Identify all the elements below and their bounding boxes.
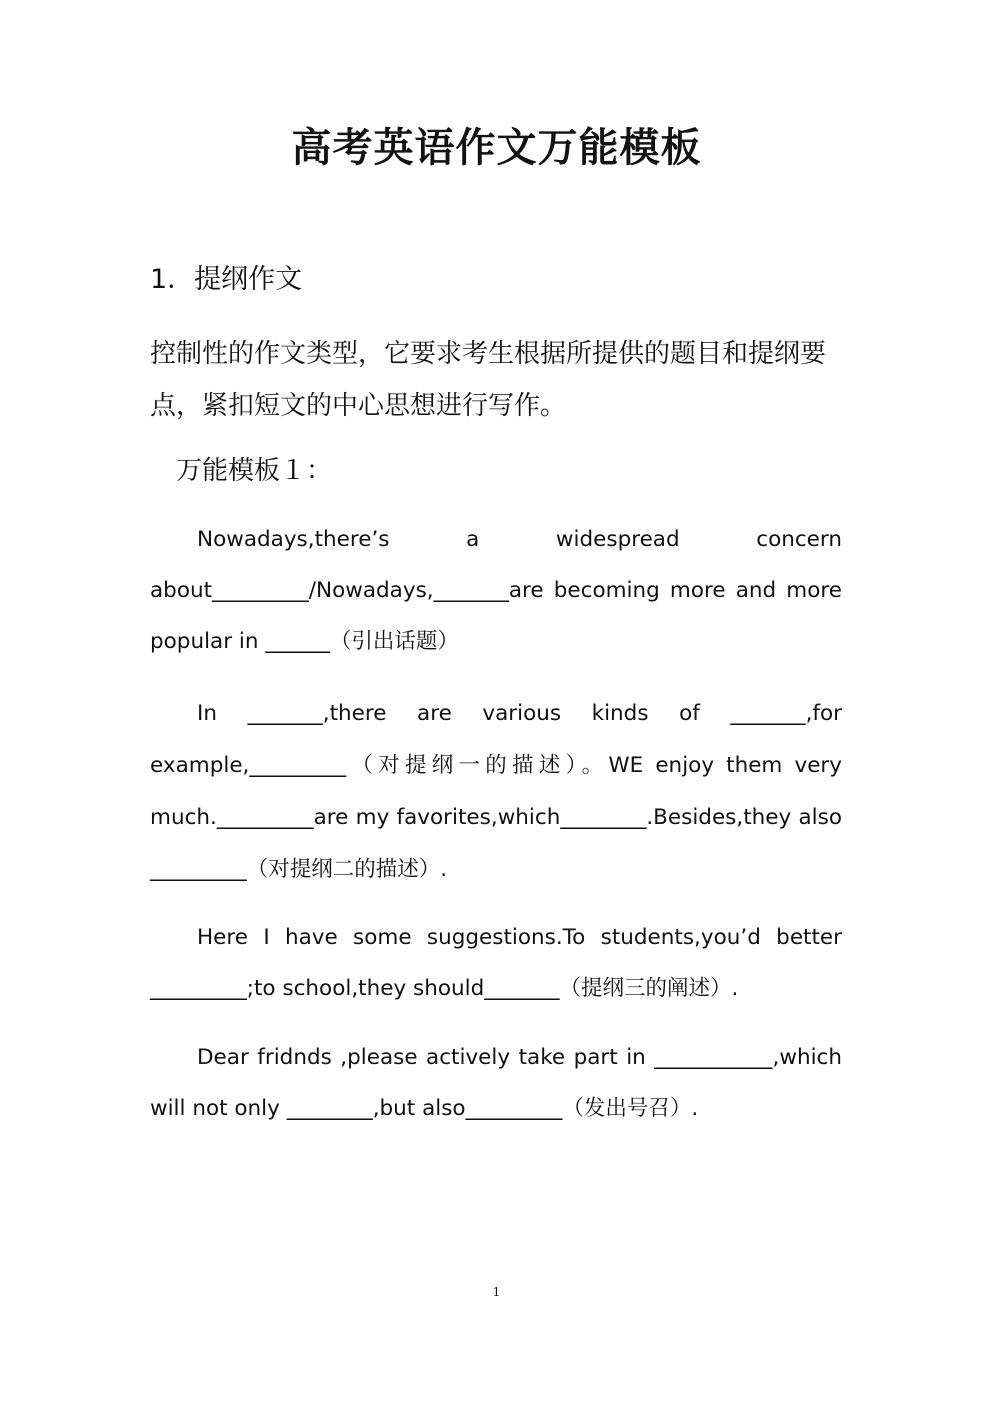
- document-title: 高考英语作文万能模板: [291, 125, 702, 171]
- page-number: 1: [492, 1285, 501, 1299]
- template-paragraph-body: In _______,there are various kinds of _______,for example,_________（对提纲一的描述）。WE enjoy them very much._________are my favorites,which________.Besides,they also _________（对提纲二的描述）.: [150, 701, 842, 882]
- template-paragraph-intro: Nowadays,there’s a widespread concern about_________/Nowadays,_______are becoming more and more popular in ______（引出话题）: [150, 527, 842, 654]
- section-heading: 1．提纲作文: [150, 264, 303, 295]
- template-heading: 万能模板１：: [176, 456, 333, 486]
- template-paragraph-suggestions: Here I have some suggestions.To students,you’d better _________;to school,they should_______（提纲三的阐述）.: [150, 925, 842, 1001]
- template-paragraph-call-to-action: Dear fridnds ,please actively take part in ___________,which will not only ________,but also_________（发出号召）.: [150, 1045, 842, 1121]
- intro-paragraph: 控制性的作文类型，它要求考生根据所提供的题目和提纲要点，紧扣短文的中心思想进行写作。: [150, 339, 827, 421]
